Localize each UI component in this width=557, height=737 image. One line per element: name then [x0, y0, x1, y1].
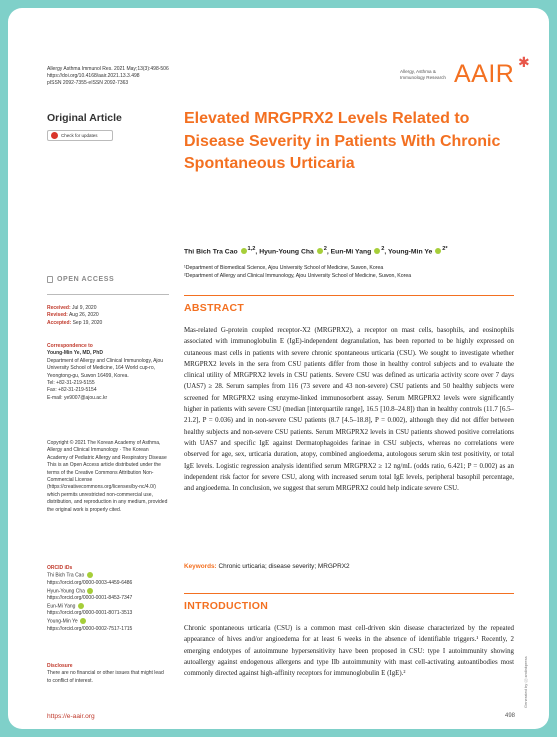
orcid-link[interactable]: https://orcid.org/0000-0001-8453-7347: [47, 595, 133, 602]
correspondence-email[interactable]: E-mail: ye9007@ajou.ac.kr: [47, 394, 108, 401]
author-name: Eun-Mi Yang: [330, 248, 372, 256]
orcid-icon: [80, 618, 86, 624]
logo-subtitle: Allergy, Asthma & Immunology Research: [400, 69, 446, 80]
author-name: Young-Min Ye: [388, 248, 433, 256]
correspondence-fax: Fax: +82-31-219-5154: [47, 387, 97, 394]
article-dates: Received: Jul 9, 2020 Revised: Aug 26, 2020 Accepted: Sep 19, 2020: [47, 305, 103, 326]
divider: [184, 593, 514, 594]
disclosure-text: There are no financial or other issues that might lead to conflict of interest.: [47, 670, 164, 684]
divider: [184, 295, 514, 296]
journal-citation: Allergy Asthma Immunol Res. 2021 May;13(3):498-506: [47, 66, 169, 72]
correspondence: [47, 343, 169, 402]
abstract-heading: ABSTRACT: [184, 302, 245, 314]
license: This is an Open Access article distributed under the terms of the Creative Commons Attribution Non-Commercial License (https://creativecommons.org/licenses/by-nc/4.0/) which permits unrestricted non-commercial use, distribution, and reproduction in any medium, provided the original work is properly cited.: [47, 462, 168, 513]
open-lock-icon: [47, 276, 53, 283]
author-list: Thi Bich Tra Cao $^{1,2}$, Hyun-Young Cha $^2$, Eun-Mi Yang $^2$, Young-Min Ye $^{2*}$: [184, 246, 448, 256]
footer-link[interactable]: https://e-aair.org: [47, 713, 95, 720]
article-type: Original Article: [47, 112, 122, 124]
author-name: Thi Bich Tra Cao: [184, 248, 238, 256]
copyright: Copyright © 2021 The Korean Academy of Asthma, Allergy and Clinical Immunology · The Korean Academy of Pediatric Allergy and Respiratory Disease: [47, 440, 167, 461]
article-page: [8, 8, 549, 729]
revised-date: Aug 26, 2020: [68, 312, 99, 319]
orcid-icon: [87, 588, 93, 594]
article-title: Elevated MRGPRX2 Levels Related to Disease Severity in Patients With Chronic Spontaneous Urticaria: [184, 110, 501, 172]
orcid-icon[interactable]: [317, 248, 323, 254]
divider: [47, 294, 169, 295]
page-number: 498: [505, 713, 516, 719]
orcid-link[interactable]: https://orcid.org/0000-0002-7517-1715: [47, 625, 133, 632]
orcid-icon: [78, 603, 84, 609]
journal-issn: pISSN 2092-7355·eISSN 2092-7363: [47, 80, 129, 87]
received-date: Jul 9, 2020: [72, 305, 97, 311]
orcid-block: ORCID iDs Thi Bich Tra Cao https://orcid.org/0000-0003-4459-6486 Hyun-Young Cha https://orcid.org/0000-0001-8453-7347 Eun-Mi Yang https://orcid.org/0000-0001-8071-3513 Young-Min Ye https://orcid.org/0000-0002-7517-1715: [47, 565, 169, 633]
correspondence-heading: Correspondence to: [47, 343, 93, 349]
correspondence-address: Department of Allergy and Clinical Immunology, Ajou University School of Medicine, 164 World cup-ro, Yeongtong-gu, Suwon 16499, Korea.: [47, 357, 164, 379]
logo-text: AAIR: [454, 60, 515, 88]
disclosure-heading: Disclosure: [47, 663, 73, 669]
open-access-badge: [47, 276, 114, 283]
orcid-heading: ORCID iDs: [47, 565, 73, 571]
correspondence-tel: Tel: +82-31-219-5155: [47, 380, 95, 387]
crossmark-icon: [51, 132, 58, 139]
affiliations: [184, 265, 411, 281]
journal-logo: [396, 54, 536, 92]
affiliation: ¹Department of Biomedical Science, Ajou University School of Medicine, Suwon, Korea: [184, 265, 384, 271]
correspondence-name: Young-Min Ye, MD, PhD: [47, 350, 103, 357]
disclosure-block: [47, 663, 169, 685]
keywords: [184, 563, 350, 570]
vertical-credit: Generated by ⓧ xmlinkpress: [523, 656, 528, 708]
introduction-heading: INTRODUCTION: [184, 600, 269, 612]
orcid-icon: [87, 572, 93, 578]
affiliation: ²Department of Allergy and Clinical Immunology, Ajou University School of Medicine, Suwon, Korea: [184, 272, 412, 279]
orcid-icon[interactable]: [374, 248, 380, 254]
introduction-text: Chronic spontaneous urticaria (CSU) is a common mast cell-driven skin disease characterized by the repeated appearance of hives and/or angioedema for at least 6 weeks in the absence of identifiable triggers.¹ Recently, 2 emerging endotypes of autoimmune hypersensitivity have been proposed in CSU: type I autoimmunity showing autoallergy against endogenous allergens and type IIb autoimmunity with mast cell-activating autoantibodies most commonly directed against high-affinity receptors for immunoglobulin E (IgE).²: [184, 625, 514, 678]
orcid-icon[interactable]: [241, 248, 247, 254]
logo-star-icon: ✱: [518, 54, 530, 70]
keywords-label: Keywords:: [184, 563, 217, 570]
open-access-label: OPEN ACCESS: [57, 276, 115, 283]
orcid-link[interactable]: https://orcid.org/0000-0003-4459-6486: [47, 580, 133, 587]
copyright-block: [47, 440, 169, 514]
orcid-link[interactable]: https://orcid.org/0000-0001-8071-3513: [47, 610, 133, 617]
journal-doi[interactable]: https://doi.org/10.4168/aair.2021.13.3.498: [47, 73, 140, 80]
accepted-date: Sep 19, 2020: [72, 319, 103, 326]
orcid-icon[interactable]: [435, 248, 441, 254]
check-updates-label: Check for updates: [61, 133, 98, 138]
check-updates-button[interactable]: [47, 130, 113, 141]
keywords-text: Chronic urticaria; disease severity; MRGPRX2: [218, 563, 350, 570]
author-name: Hyun-Young Cha: [259, 248, 314, 256]
abstract-text: Mas-related G-protein coupled receptor-X2 (MRGPRX2), a receptor on mast cells, basophils, and eosinophils associated with immunoglobulin E (IgE)-independent degranulation, has been reported to be highly expressed on cutaneous mast cells in patients with severe chronic spontaneous urticaria (CSU). We sought to investigate whether MRGPRX2 levels in the sera from CSU patients differ from those in healthy control subjects and to evaluate the clinical utility of MRGPRX2 levels in CSU patients. Severe CSU was defined as urticaria activity score over 7 days (UAS7) ≥ 28. Serum samples from 116 (73 severe and 43 non-severe) CSU patients and 50 healthy subjects were screened for MRGPRX2 using enzyme-linked immunosorbent assay. Serum MRGPRX2 levels were significantly higher in patients with severe CSU (median [interquartile range], 16.5 [10.8–24.8]) than in healthy controls (11.7 [6.5–21.2], P = 0.036) and in non-severe CSU patients (8.7 [4.5–18.8], P = 0.002), although they did not differ between healthy subjects and non-severe CSU patients. Serum MRGPRX2 levels in CSU patients showed positive correlations with UAS7 and specific IgE against Dermatophagoides farinae in CSU subjects, whereas no correlations were observed for age, sex, urticaria duration, atopy, combined angioedema, autologous serum skin test positivity, or total IgE levels. Logistic regression analysis identified serum MRGPRX2 ≥ 12 ng/mL (odds ratio, 6.421; P = 0.002) as an independent risk factor for severe CSU, along with increased serum total IgE levels, peripheral basophil percentage, and angioedema. In conclusion, we suggest that serum MRGPRX2 could help indicate severe CSU.: [184, 327, 514, 493]
journal-meta: [47, 66, 169, 88]
